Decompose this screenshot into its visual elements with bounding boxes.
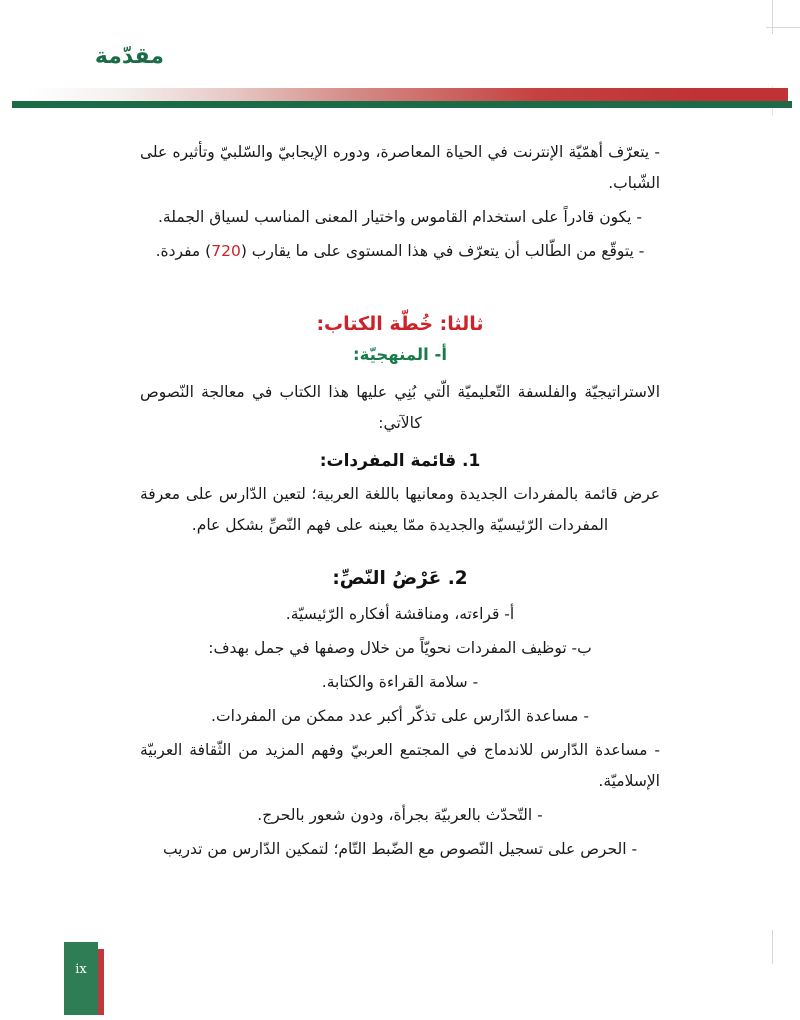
objective-count-suffix: ) مفردة.: [155, 242, 212, 260]
crop-mark-top-right-horizontal: [766, 27, 800, 28]
header-rule-red-gradient: [12, 88, 788, 101]
bullet-item: - التّحدّث بالعربيّة بجرأة، ودون شعور بالحرج.: [257, 805, 543, 824]
vocabulary-count-value: 720: [211, 242, 241, 260]
page-number-tab-stripe: [98, 949, 104, 1015]
section-subheading-methodology: أ- المنهجيّة:: [352, 344, 448, 364]
bullet-item: - مساعدة الدّارس للاندماج في المجتمع العربيّ وفهم المزيد من الثّقافة العربيّة الإسلاميّة.: [140, 740, 660, 790]
item-body-vocabulary-list: عرض قائمة بالمفردات الجديدة ومعانيها باللغة العربية؛ لتعين الدّارس على معرفة المفردات الرّئيسيّة والجديدة ممّا يعينه على فهم النّصِّ بشكل عام.: [140, 484, 660, 534]
page-content: [140, 137, 660, 868]
section-intro-paragraph: الاستراتيجيّة والفلسفة التّعليميّة الّتي بُنِي عليها هذا الكتاب في معالجة النّصوص كالآتي:: [140, 383, 660, 433]
bullet-item: - سلامة القراءة والكتابة.: [321, 672, 479, 691]
crop-mark-bottom-right-vertical: [772, 930, 773, 964]
crop-mark-top-right-vertical: [772, 0, 773, 34]
item-heading-text-presentation: 2. عَرْضُ النّصِّ:: [332, 567, 468, 589]
bullet-item: - الحرص على تسجيل النّصوص مع الضّبط التّام؛ لتمكين الدّارس من تدريب: [162, 839, 638, 858]
section-heading-book-plan: ثالثا: خُطّة الكتاب:: [316, 313, 484, 335]
objective-item: - يكون قادراً على استخدام القاموس واختيار المعنى المناسب لسياق الجملة.: [157, 208, 643, 226]
sub-point-item: أ- قراءته، ومناقشة أفكاره الرّئيسيّة.: [285, 604, 515, 623]
item-heading-vocabulary-list: 1. قائمة المفردات:: [319, 451, 481, 472]
objective-item: - يتعرّف أهمّيّة الإنترنت في الحياة المعاصرة، ودوره الإيجابيّ والسّلبيّ وتأثيره على الشّباب.: [140, 143, 660, 192]
sub-point-item: ب- توظيف المفردات نحويّاً من خلال وصفها في جمل بهدف:: [208, 638, 592, 657]
spacer: [140, 270, 660, 284]
page-number-label: ix: [75, 962, 87, 977]
header-rule-green: [12, 101, 792, 108]
page-title: مقدّمة: [94, 44, 164, 69]
objective-count-prefix: - يتوقّع من الطّالب أن يتعرّف في هذا المستوى على ما يقارب (: [240, 242, 645, 260]
bullet-item: - مساعدة الدّارس على تذكّر أكبر عدد ممكن من المفردات.: [211, 706, 589, 725]
page-number-tab: [64, 942, 98, 1015]
objective-item-with-count: [140, 236, 660, 267]
